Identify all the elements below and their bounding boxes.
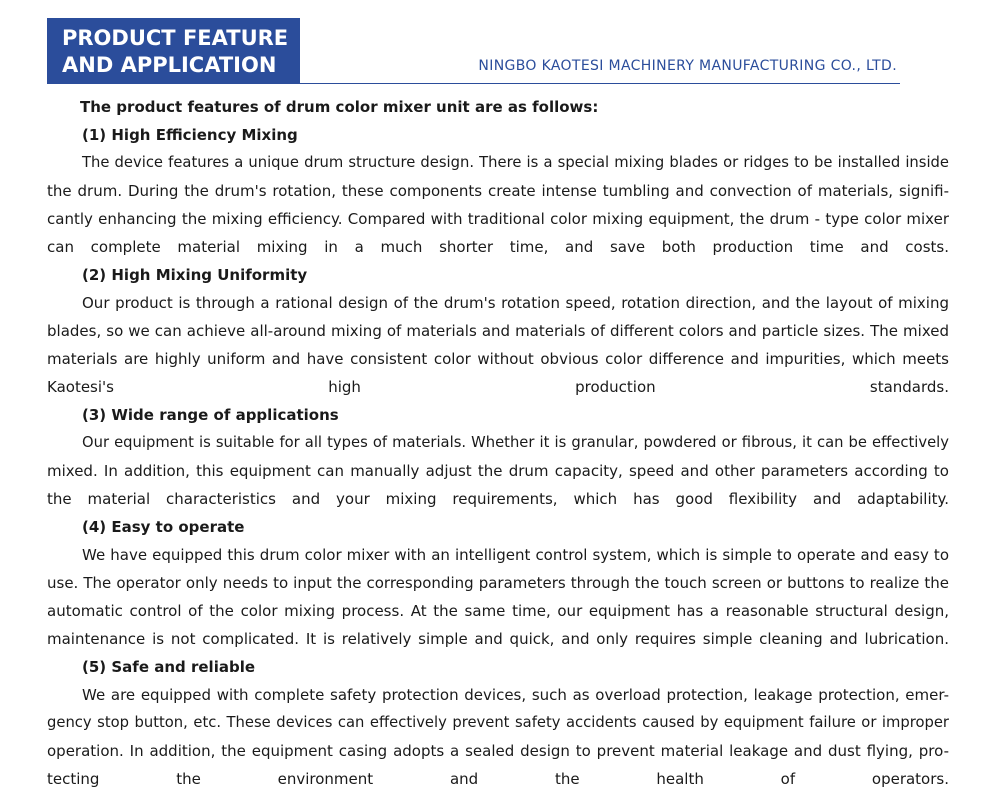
section-1-heading: (1) High Efficiency Mixing (82, 126, 298, 144)
section-3-heading: (3) Wide range of applications (82, 406, 339, 424)
section-5-line: We are equipped with complete safety protection devices, such as overload protection, leakage protection, emer- (82, 686, 949, 704)
section-2-line: Kaotesi's high production standards. (47, 378, 949, 396)
section-2-line: materials are highly uniform and have consistent color without obvious color difference and impurities, which meets (47, 350, 949, 368)
intro-heading: The product features of drum color mixer unit are as follows: (80, 98, 599, 116)
section-2-line: blades, so we can achieve all-around mixing of materials and materials of different colors and particle sizes. The mixed (47, 322, 949, 340)
document-body (47, 93, 949, 793)
section-4-line: We have equipped this drum color mixer with an intelligent control system, which is simple to operate and easy to (82, 546, 949, 564)
section-5-line: gency stop button, etc. These devices can effectively prevent safety accidents caused by equipment failure or improper (47, 714, 949, 731)
section-5-line: tecting the environment and the health of operators. (47, 770, 949, 788)
section-3-line: mixed. In addition, this equipment can manually adjust the drum capacity, speed and other parameters according to (47, 462, 949, 480)
title-line-1: PRODUCT FEATURE (62, 26, 289, 50)
section-4-line: maintenance is not complicated. It is relatively simple and quick, and only requires simple cleaning and lubrication. (47, 630, 949, 648)
company-name: NINGBO KAOTESI MACHINERY MANUFACTURING CO., LTD. (478, 58, 897, 74)
header-divider (300, 83, 900, 84)
section-4-line: use. The operator only needs to input the corresponding parameters through the touch screen or buttons to realize the (47, 574, 949, 592)
section-3-line: Our equipment is suitable for all types of materials. Whether it is granular, powdered or fibrous, it can be effectively (82, 434, 949, 451)
section-5-heading: (5) Safe and reliable (82, 658, 256, 676)
section-5-line: operation. In addition, the equipment casing adopts a sealed design to prevent material leakage and dust flying, pro- (47, 742, 949, 760)
section-1-line: can complete material mixing in a much shorter time, and save both production time and costs. (47, 238, 949, 256)
title-banner (47, 18, 300, 84)
section-2-line: Our product is through a rational design of the drum's rotation speed, rotation direction, and the layout of mixing (82, 294, 949, 312)
page-header (47, 18, 900, 84)
section-2-heading: (2) High Mixing Uniformity (82, 266, 308, 284)
title-line-2: AND APPLICATION (62, 53, 277, 77)
section-3-line: the material characteristics and your mixing requirements, which has good flexibility and adaptability. (47, 490, 949, 508)
section-4-line: automatic control of the color mixing process. At the same time, our equipment has a reasonable structural design, (47, 602, 949, 620)
section-1-line: The device features a unique drum structure design. There is a special mixing blades or ridges to be installed inside (82, 154, 949, 171)
section-4-heading: (4) Easy to operate (82, 518, 245, 536)
section-1-line: the drum. During the drum's rotation, these components create intense tumbling and convection of materials, signifi- (47, 182, 949, 200)
section-1-line: cantly enhancing the mixing efficiency. Compared with traditional color mixing equipment, the drum - type color mixer (47, 210, 949, 228)
